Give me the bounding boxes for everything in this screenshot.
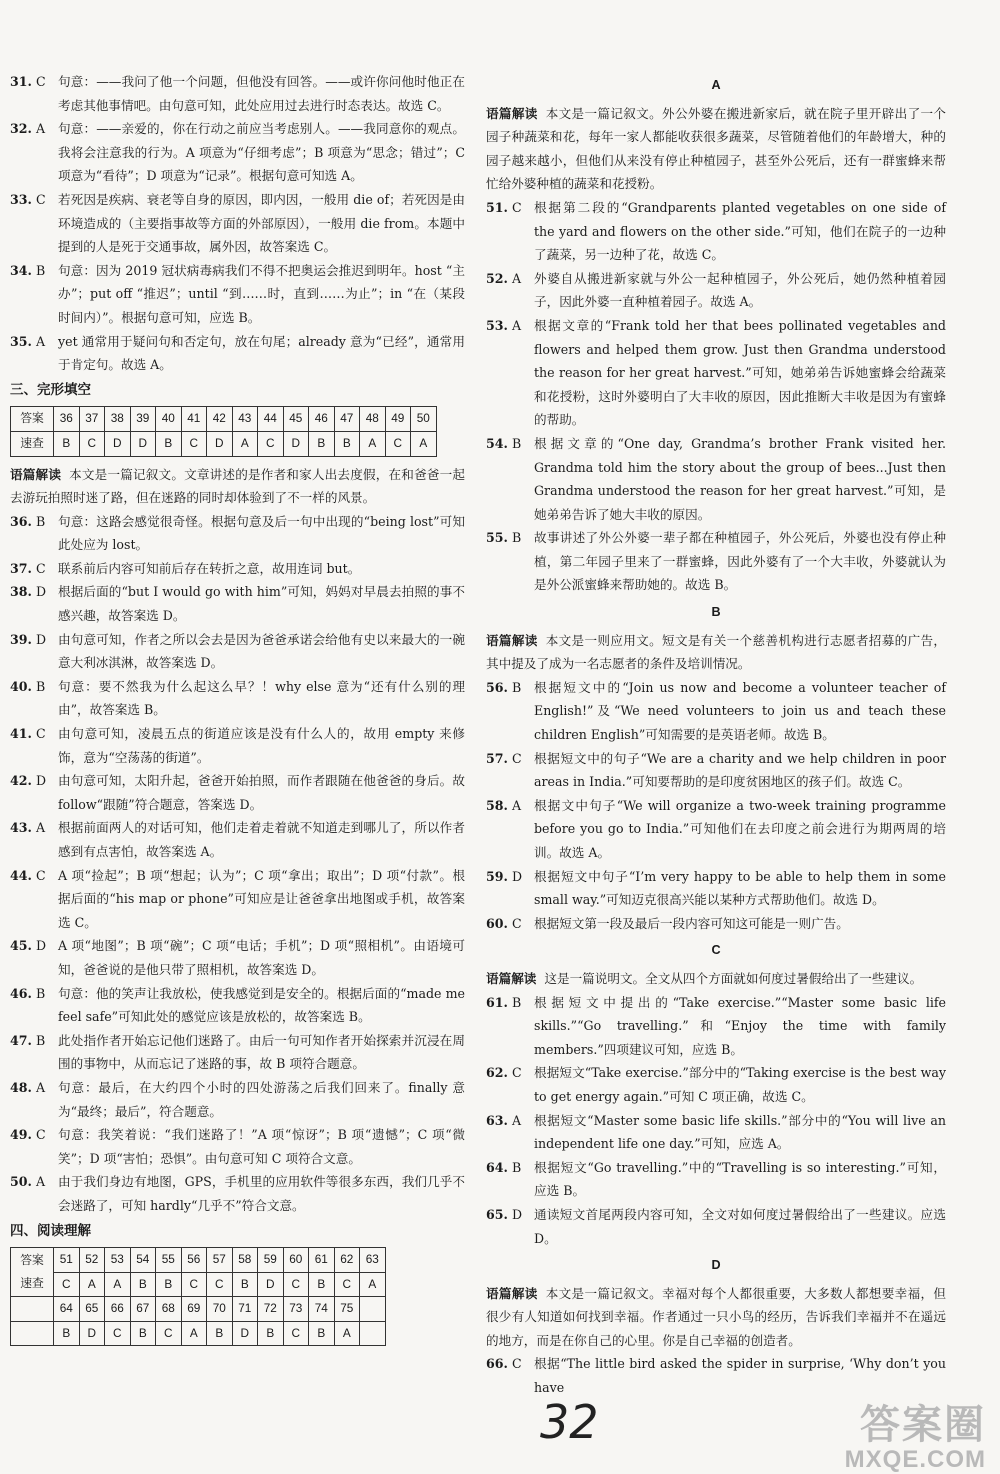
table-cell: 59	[258, 1248, 284, 1273]
item-answer: A	[512, 317, 522, 333]
item-answer: D	[512, 868, 523, 884]
item-number: 64.	[486, 1159, 508, 1175]
table-cell: B	[207, 1321, 233, 1346]
answer-item	[486, 526, 946, 597]
item-answer: A	[36, 1079, 46, 1095]
item-explanation: 根据“The little bird asked the spider in surprise, ‘Why don’t you have	[534, 1356, 946, 1396]
table-cell: 40	[156, 407, 182, 432]
item-number: 66.	[486, 1356, 508, 1372]
table-cell: C	[283, 1272, 309, 1297]
table-cell: A	[181, 1321, 207, 1346]
passage-title: D	[711, 1258, 721, 1273]
table-cell: 55	[156, 1248, 182, 1273]
answer-item	[10, 816, 465, 863]
item-explanation: 根据文中句子“We will organize a two-week training programme before you go to India.”可知他们在去印度之前会进行为期两周的培训。故选 A。	[534, 797, 946, 860]
answer-item	[10, 675, 465, 722]
item-number: 39.	[10, 631, 32, 647]
item-answer: B	[36, 1032, 46, 1048]
table-cell: 58	[232, 1248, 258, 1273]
item-explanation: 根据短文“Master some basic life skills.”部分中的“You will live an independent life one day.”可知，应选 A。	[534, 1112, 946, 1152]
table-cell: A	[360, 1272, 386, 1297]
table-cell-empty	[360, 1321, 386, 1346]
item-answer: B	[512, 1159, 522, 1175]
item-answer: A	[36, 333, 46, 349]
item-answer: A	[36, 820, 46, 836]
item-answer: A	[512, 270, 522, 286]
watermark	[845, 1393, 986, 1474]
item-number: 62.	[486, 1065, 508, 1081]
intro-label: 语篇解读	[10, 466, 62, 482]
answer-item	[486, 991, 946, 1062]
item-number: 65.	[486, 1206, 508, 1222]
table-cell: 37	[79, 407, 105, 432]
table-label-empty	[11, 1321, 54, 1346]
table-cell: B	[156, 431, 182, 456]
item-answer: B	[512, 435, 522, 451]
answer-item	[486, 314, 946, 432]
item-answer: A	[36, 1174, 46, 1190]
intro-label: 语篇解读	[486, 970, 537, 986]
item-explanation: 由于我们身边有地图，GPS，手机里的应用软件等很多东西，我们几乎不会迷路了，可知 hardly“几乎不”符合文意。	[58, 1174, 465, 1213]
item-answer: A	[512, 1112, 522, 1128]
table-cell: B	[130, 1272, 156, 1297]
table-cell: 75	[334, 1297, 360, 1322]
item-answer: C	[512, 915, 522, 931]
table-cell: D	[79, 1321, 105, 1346]
table-cell: 70	[207, 1297, 233, 1322]
table-cell: C	[283, 1321, 309, 1346]
passage-intro	[486, 102, 946, 196]
item-answer: D	[36, 773, 47, 789]
table-cell: C	[79, 431, 105, 456]
item-answer: A	[512, 797, 522, 813]
answer-item	[10, 188, 465, 259]
item-explanation: 句意：这路会感觉很奇怪。根据句意及后一句中出现的“being lost”可知此处应为 lost。	[58, 513, 465, 553]
grammar-answers	[10, 70, 465, 377]
table-cell: D	[232, 1321, 258, 1346]
table-cell: B	[309, 431, 335, 456]
item-explanation: 通读短文首尾两段内容可知，全文对如何度过暑假给出了一些建议。应选 D。	[534, 1206, 946, 1246]
table-cell: 64	[54, 1297, 80, 1322]
item-explanation: 若死因是疾病、衰老等自身的原因，即内因，一般用 die of；若死因是由环境造成的（主要指事故等方面的外部原因），一般用 die from。本题中提到的人是死于交通事故，属外因，故答案选 C。	[58, 191, 465, 255]
item-number: 50.	[10, 1174, 32, 1190]
item-explanation: 由句意可知，太阳升起，爸爸开始拍照，而作者跟随在他爸爸的身后。故 follow“跟随”符合题意，答案选 D。	[58, 773, 465, 812]
item-explanation: 根据短文中的句子“We are a charity and we help children in poor areas in India.”可知要帮助的是印度贫困地区的孩子们。故选 C。	[534, 750, 946, 790]
table-cell-empty	[360, 1297, 386, 1322]
passage-intro	[486, 967, 946, 991]
table-cell: 42	[207, 407, 233, 432]
intro-label: 语篇解读	[486, 1285, 538, 1301]
table-cell: C	[207, 1272, 233, 1297]
table-cell: 45	[283, 407, 309, 432]
answer-item	[10, 769, 465, 816]
answer-item	[10, 330, 465, 377]
table-cell: 49	[385, 407, 411, 432]
item-number: 40.	[10, 678, 32, 694]
table-cell: 63	[360, 1248, 386, 1273]
answer-item	[486, 676, 946, 747]
table-cell: 41	[181, 407, 207, 432]
table-cell: 73	[283, 1297, 309, 1322]
item-number: 57.	[486, 750, 508, 766]
table-label: 速查	[11, 431, 54, 456]
cloze-answer-table	[10, 406, 437, 456]
item-number: 53.	[486, 317, 508, 333]
table-label-empty	[11, 1297, 54, 1322]
item-answer: C	[36, 1127, 46, 1143]
item-explanation: 根据后面的“but I would go with him”可知，妈妈对早晨去拍照的事不感兴趣，故答案选 D。	[58, 584, 465, 624]
item-number: 33.	[10, 191, 32, 207]
table-cell: B	[54, 431, 80, 456]
cloze-intro	[10, 463, 465, 510]
item-number: 60.	[486, 915, 508, 931]
answer-item	[486, 1109, 946, 1156]
passage-c	[486, 939, 946, 1250]
intro-text: 本文是一篇记叙文。文章讲述的是作者和家人出去度假，在和爸爸一起去游玩拍照时迷了路，但在迷路的同时却体验到了不一样的风景。	[10, 466, 466, 506]
item-answer: B	[36, 678, 46, 694]
item-number: 46.	[10, 985, 32, 1001]
answer-item	[486, 794, 946, 865]
cloze-answers	[10, 510, 465, 1218]
item-answer: C	[36, 191, 46, 207]
item-number: 56.	[486, 679, 508, 695]
answer-item	[486, 912, 946, 936]
table-cell: B	[309, 1321, 335, 1346]
answer-item	[10, 1170, 465, 1217]
item-explanation: A 项“捡起”；B 项“想起；认为”；C 项“拿出；取出”；D 项“付款”。根据后面的“his map or phone”可知应是让爸爸拿出地图或手机，故答案选 C。	[58, 867, 465, 930]
item-answer: B	[512, 530, 522, 546]
item-explanation: 根据短文中句子“I’m very happy to be able to help them in some small way.”可知迈克很高兴能以某种方式帮助他们。故选 D。	[534, 868, 946, 908]
answer-item	[10, 864, 465, 935]
table-cell: 47	[334, 407, 360, 432]
item-number: 52.	[486, 270, 508, 286]
passage-title: B	[711, 605, 721, 620]
item-number: 35.	[10, 333, 32, 349]
item-explanation: 根据短文第一段及最后一段内容可知这可能是一则广告。	[534, 915, 849, 931]
table-cell: D	[130, 431, 156, 456]
answer-item	[486, 267, 946, 314]
answer-item	[10, 259, 465, 330]
table-cell: 69	[181, 1297, 207, 1322]
table-cell: B	[258, 1321, 284, 1346]
answer-item	[10, 580, 465, 627]
reading-answer-table	[10, 1247, 386, 1346]
item-number: 34.	[10, 262, 32, 278]
table-cell: 52	[79, 1248, 105, 1273]
answer-item	[10, 1123, 465, 1170]
table-cell: C	[156, 1321, 182, 1346]
table-cell: 65	[79, 1297, 105, 1322]
item-number: 32.	[10, 121, 32, 137]
table-cell: 60	[283, 1248, 309, 1273]
table-cell: B	[334, 431, 360, 456]
table-cell: A	[360, 431, 386, 456]
answer-item	[10, 982, 465, 1029]
answer-item	[10, 1076, 465, 1123]
table-cell: 67	[130, 1297, 156, 1322]
table-cell: B	[156, 1272, 182, 1297]
item-number: 58.	[486, 797, 508, 813]
answer-item	[486, 1061, 946, 1108]
item-explanation: yet 通常用于疑问句和否定句，放在句尾；already 意为“已经”，通常用于肯定句。故选 A。	[58, 333, 465, 373]
table-cell: D	[105, 431, 131, 456]
table-cell: 36	[54, 407, 80, 432]
table-cell: 68	[156, 1297, 182, 1322]
table-cell: 53	[105, 1248, 131, 1273]
item-explanation: 句意：他的笑声让我放松，使我感觉到是安全的。根据后面的“made me feel safe”可知此处的感觉应该是放松的，故答案选 B。	[58, 985, 465, 1025]
item-explanation: 句意：因为 2019 冠状病毒病我们不得不把奥运会推迟到明年。host “主办”；put off “推迟”；until “到……时，直到……为止”；in “在（某段时间内）”。根据句意可知，应选 B。	[58, 262, 465, 325]
item-answer: D	[36, 631, 47, 647]
table-label: 答案	[11, 407, 54, 432]
item-explanation: 根据短文“Take exercise.”部分中的“Taking exercise is the best way to get energy again.”可知 C 项正确，故选 C。	[534, 1065, 946, 1104]
item-number: 42.	[10, 773, 32, 789]
item-number: 45.	[10, 938, 32, 954]
answer-item	[486, 1156, 946, 1203]
item-explanation: 此处指作者开始忘记他们迷路了。由后一句可知作者开始探索并沉浸在周围的事物中，从而忘记了迷路的事，故 B 项符合题意。	[58, 1032, 465, 1072]
item-answer: D	[512, 1206, 523, 1222]
table-cell: 48	[360, 407, 386, 432]
answer-item	[10, 934, 465, 981]
item-answer: B	[36, 513, 46, 529]
item-explanation: 根据第二段的“Grandparents planted vegetables on one side of the yard and flowers on the other side.”可知，他们在院子的一边种了蔬菜，另一边种了花，故选 C。	[534, 199, 946, 263]
item-explanation: 根据文章的“One day, Grandma’s brother Frank visited her. Grandma told him the story about the group of bees...Just then Grandma understood the reason for her great harvest.”可知，是她弟弟告诉了她大丰收的原因。	[534, 435, 946, 522]
item-explanation: 句意：——我问了他一个问题，但他没有回答。——或许你问他时他正在考虑其他事情吧。由句意可知，此处应用过去进行时态表达。故选 C。	[58, 74, 465, 113]
item-explanation: 根据短文“Go travelling.”中的“Travelling is so interesting.”可知，应选 B。	[534, 1159, 946, 1199]
left-column	[10, 70, 465, 1352]
intro-label: 语篇解读	[486, 105, 538, 121]
item-answer: D	[36, 584, 47, 600]
item-number: 36.	[10, 513, 32, 529]
item-explanation: 外婆自从搬进新家就与外公一起种植园子，外公死后，她仍然种植着园子，因此外婆一直种植着园子。故选 A。	[534, 270, 946, 310]
item-number: 43.	[10, 820, 32, 836]
item-explanation: 故事讲述了外公外婆一辈子都在种植园子，外公死后，外婆也没有停止种植，第二年园子里来了一群蜜蜂，因此外婆有了一个大丰收，外婆就认为是外公派蜜蜂来帮助她的。故选 B。	[534, 530, 946, 593]
item-number: 37.	[10, 560, 32, 576]
table-cell: 46	[309, 407, 335, 432]
table-cell: A	[334, 1321, 360, 1346]
item-answer: C	[36, 74, 46, 89]
intro-text: 本文是一篇记叙文。幸福对每个人都很重要，大多数人都想要幸福，但很少有人知道如何找到幸福。作者通过一只小鸟的经历，告诉我们幸福并不在遥远的地方，而是在你自己的心里。你是自己幸福的创造者。	[486, 1285, 947, 1348]
item-answer: B	[36, 985, 46, 1001]
table-cell: 72	[258, 1297, 284, 1322]
item-answer: A	[36, 121, 46, 137]
item-number: 63.	[486, 1112, 508, 1128]
table-cell: C	[181, 431, 207, 456]
table-cell: D	[283, 431, 309, 456]
item-answer: B	[512, 679, 522, 695]
item-explanation: 根据文章的“Frank told her that bees pollinated vegetables and flowers and helped them grow. Just then Grandma understood the reason for her great harvest.”可知，她弟弟告诉她蜜蜂会给蔬菜和花授粉，这时外婆明白了大丰收的原因，因此推断大丰收是因为有蜜蜂的帮助。	[534, 317, 946, 428]
answer-item	[486, 1203, 946, 1250]
table-cell: 57	[207, 1248, 233, 1273]
item-number: 44.	[10, 867, 32, 883]
table-cell: A	[79, 1272, 105, 1297]
passage-b	[486, 601, 946, 935]
table-cell: B	[54, 1321, 80, 1346]
right-column	[486, 70, 946, 1400]
answer-item	[10, 117, 465, 188]
answer-item	[486, 747, 946, 794]
item-number: 38.	[10, 584, 32, 600]
answer-item	[486, 865, 946, 912]
passage-title: C	[711, 943, 721, 958]
item-explanation: 句意：我笑着说：“我们迷路了！”A 项“惊讶”；B 项“遗憾”；C 项“微笑”；D 项“害怕；恐惧”。由句意可知 C 项符合文意。	[58, 1127, 465, 1166]
item-number: 47.	[10, 1032, 32, 1048]
passage-a	[486, 74, 946, 597]
item-explanation: 根据短文中的“Join us now and become a volunteer teacher of English!”及“We need volunteers to join us and teach these children English”可知需要的是英语老师。故选 B。	[534, 679, 946, 743]
item-answer: D	[36, 938, 47, 954]
item-explanation: 句意：最后，在大约四个小时的四处游荡之后我们回来了。finally 意为“最终；最后”，符合题意。	[58, 1079, 465, 1119]
passage-title: A	[711, 78, 721, 92]
table-label: 答案 速查	[11, 1248, 54, 1297]
item-number: 41.	[10, 726, 32, 742]
passage-intro	[486, 1282, 946, 1353]
item-explanation: A 项“地图”；B 项“碗”；C 项“电话；手机”；D 项“照相机”。由语境可知，爸爸说的是他只带了照相机，故答案选 D。	[58, 938, 465, 977]
intro-text: 本文是一则应用文。短文是有关一个慈善机构进行志愿者招募的广告，其中提及了成为一名志愿者的条件及培训情况。	[486, 632, 947, 672]
answer-item	[10, 722, 465, 769]
item-answer: C	[36, 560, 46, 576]
table-cell: C	[181, 1272, 207, 1297]
table-cell: 44	[258, 407, 284, 432]
answer-item	[10, 510, 465, 557]
table-cell: 43	[232, 407, 258, 432]
item-explanation: 由句意可知，凌晨五点的街道应该是没有什么人的，故用 empty 来修饰，意为“空荡荡的街道”。	[58, 726, 465, 765]
item-answer: C	[512, 1356, 522, 1372]
table-cell: D	[258, 1272, 284, 1297]
table-cell: C	[105, 1321, 131, 1346]
passage-intro	[486, 629, 946, 676]
table-cell: B	[232, 1272, 258, 1297]
table-cell: 62	[334, 1248, 360, 1273]
table-cell: 54	[130, 1248, 156, 1273]
table-cell: 61	[309, 1248, 335, 1273]
table-cell: A	[232, 431, 258, 456]
item-explanation: 根据短文中提出的“Take exercise.”“Master some basic life skills.”“Go travelling.”和“Enjoy the time with family members.”四项建议可知，应选 B。	[534, 994, 946, 1057]
table-cell: A	[105, 1272, 131, 1297]
answer-item	[10, 1029, 465, 1076]
item-answer: C	[36, 726, 46, 742]
table-cell: 51	[54, 1248, 80, 1273]
item-number: 49.	[10, 1127, 32, 1143]
answer-item	[486, 196, 946, 267]
item-number: 55.	[486, 530, 508, 546]
answer-item	[486, 432, 946, 526]
table-cell: 38	[105, 407, 131, 432]
table-cell: C	[334, 1272, 360, 1297]
item-number: 48.	[10, 1079, 32, 1095]
intro-text: 本文是一篇记叙文。外公外婆在搬进新家后，就在院子里开辟出了一个园子种蔬菜和花，每年一家人都能收获很多蔬菜，尽管随着他们的年龄增大，种的园子越来越小，但他们从来没有停止种植园子，甚至外公死后，还有一群蜜蜂来帮忙给外婆种植的蔬菜和花授粉。	[486, 105, 947, 192]
item-number: 54.	[486, 435, 508, 451]
table-cell: 74	[309, 1297, 335, 1322]
answer-item	[10, 628, 465, 675]
table-cell: B	[130, 1321, 156, 1346]
item-number: 59.	[486, 868, 508, 884]
item-explanation: 句意：——亲爱的，你在行动之前应当考虑别人。——我同意你的观点。我将会注意我的行为。A 项意为“仔细考虑”；B 项意为“思念；错过”；C 项意为“看待”；D 项意为“记录”。根据句意可知选 A。	[58, 121, 465, 184]
table-cell: C	[385, 431, 411, 456]
section-reading-title: 四、阅读理解	[10, 1222, 91, 1239]
answer-item	[10, 557, 465, 581]
table-cell: C	[258, 431, 284, 456]
table-cell: 39	[130, 407, 156, 432]
item-number: 51.	[486, 199, 508, 215]
item-explanation: 联系前后内容可知前后存在转折之意，故用连词 but。	[58, 560, 361, 576]
watermark-title: 答案圈	[860, 1403, 986, 1447]
item-explanation: 根据前面两人的对话可知，他们走着走着就不知道走到哪儿了，所以作者感到有点害怕，故答案选 A。	[58, 820, 465, 859]
item-answer: C	[512, 750, 522, 766]
table-cell: D	[207, 431, 233, 456]
intro-text: 这是一篇说明文。全文从四个方面就如何度过暑假给出了一些建议。	[544, 970, 923, 986]
passage-d	[486, 1254, 946, 1400]
item-explanation: 句意：要不然我为什么起这么早？！why else 意为“还有什么别的理由”，故答案选 B。	[58, 678, 465, 718]
item-number: 31.	[10, 74, 32, 89]
watermark-url: MXQE.COM	[844, 1446, 986, 1473]
item-answer: B	[36, 262, 46, 278]
table-cell: C	[54, 1272, 80, 1297]
answer-item	[10, 70, 465, 117]
table-cell: 71	[232, 1297, 258, 1322]
section-cloze-title: 三、完形填空	[10, 381, 91, 398]
item-answer: C	[512, 1065, 522, 1081]
intro-label: 语篇解读	[486, 632, 538, 648]
table-cell: A	[411, 431, 437, 456]
handwritten-page-number: 32	[540, 1395, 599, 1449]
item-answer: C	[512, 199, 522, 215]
table-cell: 66	[105, 1297, 131, 1322]
item-explanation: 由句意可知，作者之所以会去是因为爸爸承诺会给他有史以来最大的一碗意大利冰淇淋，故答案选 D。	[58, 631, 465, 671]
item-answer: B	[512, 994, 522, 1010]
table-cell: B	[309, 1272, 335, 1297]
item-answer: C	[36, 867, 46, 883]
table-cell: 56	[181, 1248, 207, 1273]
item-number: 61.	[486, 994, 508, 1010]
table-cell: 50	[411, 407, 437, 432]
